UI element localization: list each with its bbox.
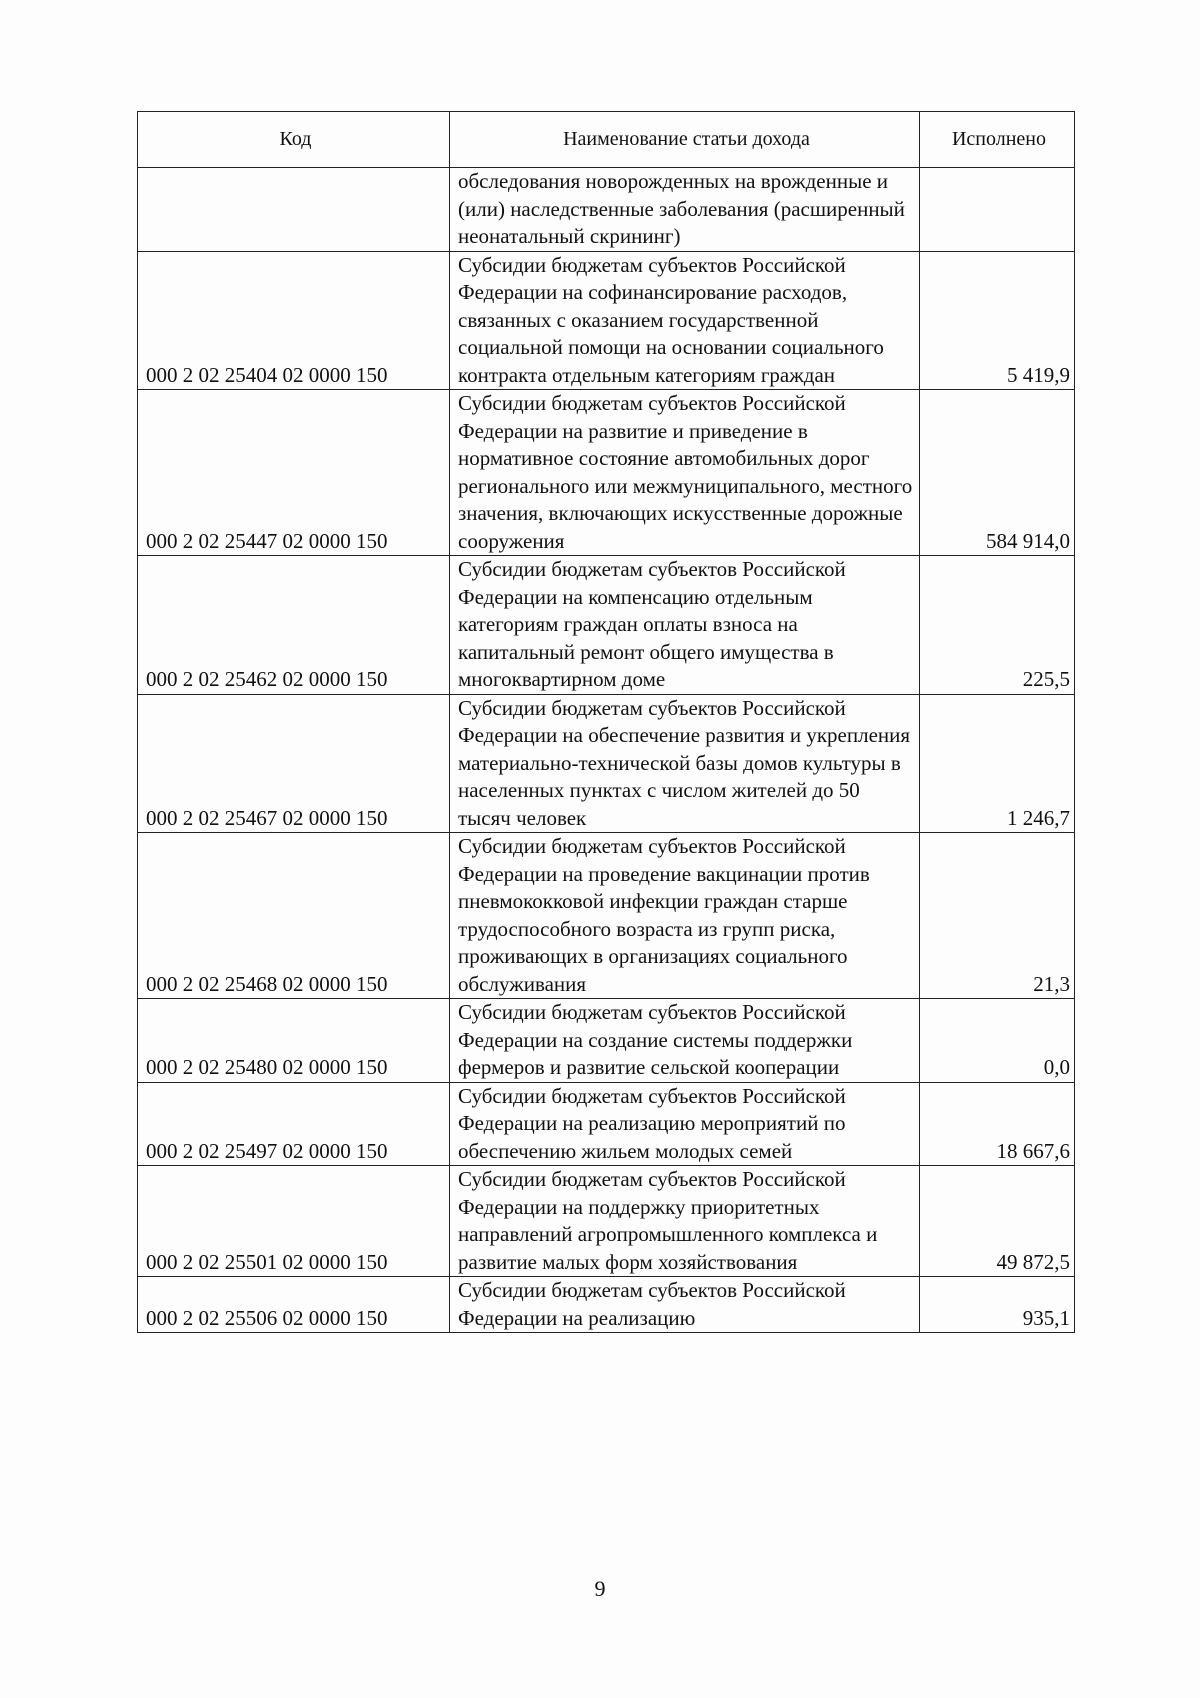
page-number: 9 xyxy=(594,1576,606,1601)
row-executed-value xyxy=(920,168,1075,252)
row-revenue-name: Субсидии бюджетам субъектов Российской Федерации на проведение вакцинации против пневмококковой инфекции граждан старше трудоспособного возраста из групп риска, проживающих в организациях социального обслуживания xyxy=(450,833,920,999)
row-executed-value: 225,5 xyxy=(920,556,1075,695)
header-code: Код xyxy=(138,112,450,168)
header-executed: Исполнено xyxy=(920,112,1075,168)
revenue-table xyxy=(137,111,1075,1333)
table-row xyxy=(138,1277,1075,1333)
header-revenue-name: Наименование статьи дохода xyxy=(450,112,920,168)
row-revenue-name: Субсидии бюджетам субъектов Российской Федерации на создание системы поддержки фермеров и развитие сельской кооперации xyxy=(450,999,920,1083)
table-row xyxy=(138,694,1075,833)
row-executed-value: 584 914,0 xyxy=(920,390,1075,556)
row-code: 000 2 02 25467 02 0000 150 xyxy=(138,694,450,833)
row-executed-value: 935,1 xyxy=(920,1277,1075,1333)
row-code: 000 2 02 25501 02 0000 150 xyxy=(138,1166,450,1277)
row-executed-value: 5 419,9 xyxy=(920,251,1075,390)
row-executed-value: 18 667,6 xyxy=(920,1082,1075,1166)
row-code xyxy=(138,168,450,252)
table-row xyxy=(138,556,1075,695)
table-row xyxy=(138,1082,1075,1166)
row-code: 000 2 02 25468 02 0000 150 xyxy=(138,833,450,999)
row-revenue-name: Субсидии бюджетам субъектов Российской Федерации на реализацию мероприятий по обеспечению жильем молодых семей xyxy=(450,1082,920,1166)
table-row xyxy=(138,1166,1075,1277)
row-code: 000 2 02 25506 02 0000 150 xyxy=(138,1277,450,1333)
table-row xyxy=(138,833,1075,999)
row-executed-value: 0,0 xyxy=(920,999,1075,1083)
row-revenue-name: Субсидии бюджетам субъектов Российской Федерации на обеспечение развития и укрепления материально-технической базы домов культуры в населенных пунктах с числом жителей до 50 тысяч человек xyxy=(450,694,920,833)
row-revenue-name: обследования новорожденных на врожденные и (или) наследственные заболевания (расширенный неонатальный скрининг) xyxy=(450,168,920,252)
table-row xyxy=(138,999,1075,1083)
row-revenue-name: Субсидии бюджетам субъектов Российской Федерации на софинансирование расходов, связанных с оказанием государственной социальной помощи на основании социального контракта отдельным категориям граждан xyxy=(450,251,920,390)
table-header-row xyxy=(138,112,1075,168)
row-revenue-name: Субсидии бюджетам субъектов Российской Федерации на развитие и приведение в нормативное состояние автомобильных дорог регионального или межмуниципального, местного значения, включающих искусственные дорожные сооружения xyxy=(450,390,920,556)
row-revenue-name: Субсидии бюджетам субъектов Российской Федерации на компенсацию отдельным категориям граждан оплаты взноса на капитальный ремонт общего имущества в многоквартирном доме xyxy=(450,556,920,695)
row-revenue-name: Субсидии бюджетам субъектов Российской Федерации на реализацию xyxy=(450,1277,920,1333)
row-code: 000 2 02 25447 02 0000 150 xyxy=(138,390,450,556)
row-executed-value: 1 246,7 xyxy=(920,694,1075,833)
table-row xyxy=(138,390,1075,556)
row-revenue-name: Субсидии бюджетам субъектов Российской Федерации на поддержку приоритетных направлений агропромышленного комплекса и развитие малых форм хозяйствования xyxy=(450,1166,920,1277)
row-executed-value: 21,3 xyxy=(920,833,1075,999)
table-row xyxy=(138,251,1075,390)
row-code: 000 2 02 25497 02 0000 150 xyxy=(138,1082,450,1166)
row-code: 000 2 02 25462 02 0000 150 xyxy=(138,556,450,695)
table-row xyxy=(138,168,1075,252)
row-code: 000 2 02 25480 02 0000 150 xyxy=(138,999,450,1083)
row-code: 000 2 02 25404 02 0000 150 xyxy=(138,251,450,390)
row-executed-value: 49 872,5 xyxy=(920,1166,1075,1277)
